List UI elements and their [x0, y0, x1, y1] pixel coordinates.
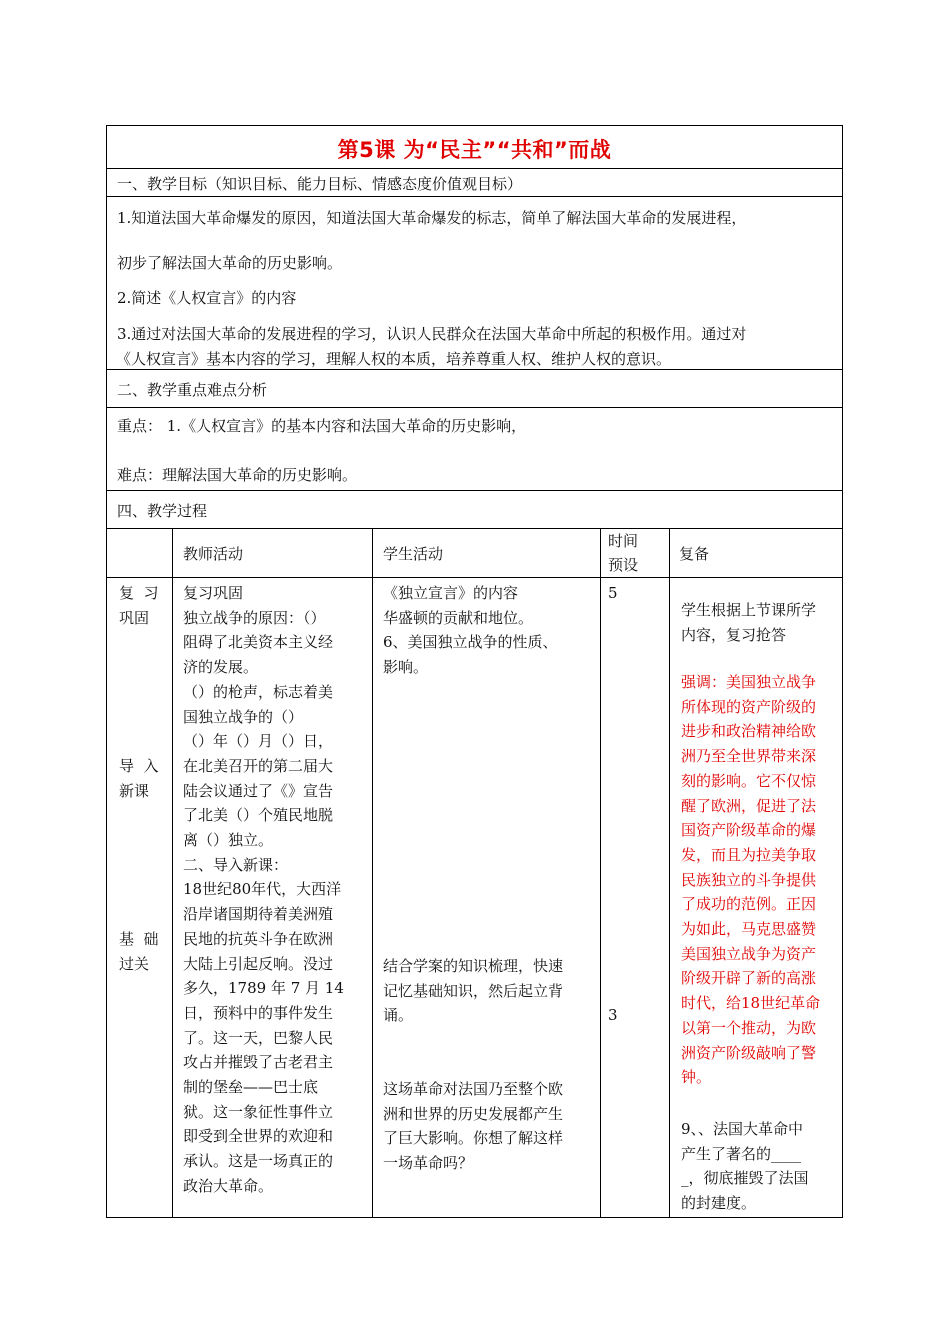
review-emphasis-line: 所体现的资产阶级的 [681, 697, 817, 716]
section-objectives-label: 一、教学目标（知识目标、能力目标、情感态度价值观目标） [117, 175, 523, 193]
teacher-activity-line: 政治大革命。 [183, 1176, 274, 1195]
stage-label: 新课 [119, 782, 150, 800]
stage-label: 复 习 [119, 584, 159, 602]
review-emphasis-line: 醒了欧洲，促进了法 [681, 796, 817, 815]
header-teacher-activity: 教师活动 [183, 545, 244, 563]
review-emphasis-line: 国资产阶级革命的爆 [681, 821, 817, 840]
stage-label: 基 础 [119, 930, 159, 948]
lesson-title: 第5课 为“民主”“共和”而战 [337, 138, 612, 162]
review-emphasis-line: 以第一个推动，为欧 [681, 1018, 817, 1037]
header-review: 复备 [679, 545, 710, 563]
teacher-activity-line: 独立战争的原因：（） [183, 608, 326, 627]
time-value: 3 [608, 1006, 618, 1024]
teacher-activity-line: 狱。这一象征性事件立 [183, 1102, 334, 1121]
review-line: 内容，复习抢答 [681, 625, 787, 644]
teacher-activity-line: 在北美召开的第二届大 [183, 756, 334, 775]
objective-line: 1.知道法国大革命爆发的原因，知道法国大革命爆发的标志，简单了解法国大革命的发展进程， [117, 209, 747, 227]
student-activity-basics [383, 954, 601, 1028]
stage-label: 巩固 [119, 609, 150, 627]
stage-label: 过关 [119, 955, 150, 973]
student-activity-line: 诵。 [383, 1006, 414, 1025]
objectives-content [106, 197, 843, 370]
teacher-activity-line: 二、导入新课： [183, 855, 289, 874]
student-activity-line: 影响。 [383, 658, 429, 677]
header-time-1: 时间 [608, 532, 639, 550]
teacher-activity-line: 了北美（）个殖民地脱 [183, 806, 334, 825]
review-question [681, 1117, 837, 1216]
section-keypoints-header [106, 370, 843, 408]
student-activity-line: 记忆基础知识，然后起立背 [383, 981, 564, 1000]
section-objectives-header [106, 169, 843, 197]
review-emphasis-line: 进步和政治精神给欧 [681, 722, 817, 741]
review-emphasis-line: 民族独立的斗争提供 [681, 870, 817, 889]
review-emphasis-line: 阶级开辟了新的高涨 [681, 969, 817, 988]
header-divider [107, 577, 842, 578]
title-row [106, 125, 843, 169]
review-emphasis-line: 洲乃至全世界带来深 [681, 747, 817, 766]
review-emphasis-line: 了成功的范例。正因 [681, 895, 817, 914]
review-emphasis [681, 670, 837, 1090]
section-process-header [106, 491, 843, 529]
column-divider [172, 529, 173, 1217]
teacher-activity-line: 民地的抗英斗争在欧洲 [183, 929, 334, 948]
review-emphasis-line: 刻的影响。它不仅惊 [681, 771, 817, 790]
student-activity-line: 这场革命对法国乃至整个欧 [383, 1080, 564, 1098]
review-emphasis-line: 钟。 [681, 1068, 712, 1087]
review-note [681, 598, 837, 647]
teacher-activity-line: 陆会议通过了《》宣告 [183, 781, 334, 800]
student-activity-line: 了巨大影响。你想了解这样 [383, 1129, 564, 1148]
teacher-activity-line: 济的发展。 [183, 658, 259, 677]
student-activity-line: 《独立宣言》的内容 [383, 584, 519, 602]
teacher-activity-line: （）的枪声，标志着美 [183, 682, 334, 701]
time-value: 5 [608, 584, 618, 602]
review-line: _，彻底摧毁了法国 [681, 1169, 809, 1188]
header-time-2: 预设 [608, 556, 639, 574]
teacher-activity-line: 沿岸诸国期待着美洲殖 [183, 905, 334, 924]
teacher-activity-line: 了。这一天，巴黎人民 [183, 1028, 334, 1047]
objective-line: 3.通过对法国大革命的发展进程的学习，认识人民群众在法国大革命中所起的积极作用。通过对 [117, 325, 747, 343]
section-keypoints-label: 二、教学重点难点分析 [117, 381, 268, 399]
keypoint-line: 难点：理解法国大革命的历史影响。 [117, 466, 358, 484]
teacher-activity-line: 阻碍了北美资本主义经 [183, 633, 334, 652]
teacher-activity-line: 国独立战争的（） [183, 707, 304, 726]
process-table [106, 529, 843, 1218]
teacher-activity-line: 即受到全世界的欢迎和 [183, 1127, 334, 1146]
teacher-activity-line: 离（）独立。 [183, 831, 274, 850]
teacher-activity-line: 承认。这是一场真正的 [183, 1152, 334, 1171]
review-emphasis-line: 美国独立战争为资产 [681, 944, 817, 963]
teacher-activity-line: 大陆上引起反响。没过 [183, 954, 334, 973]
student-activity-line: 华盛顿的贡献和地位。 [383, 608, 534, 627]
student-activity-intro [383, 1077, 601, 1176]
review-line: 9、、法国大革命中 [681, 1120, 804, 1138]
review-emphasis-line: 为如此，马克思盛赞 [681, 920, 817, 939]
teacher-activity-line: 制的堡垒——巴士底 [183, 1078, 319, 1097]
review-emphasis-line: 强调：美国独立战争 [681, 673, 817, 691]
review-line: 学生根据上节课所学 [681, 601, 817, 619]
student-activity-line: 洲和世界的历史发展都产生 [383, 1104, 564, 1123]
teacher-activity-line: 多久，1789 年 7 月 14 [183, 979, 344, 998]
column-divider [372, 529, 373, 1217]
keypoint-line: 重点： 1.《人权宣言》的基本内容和法国大革命的历史影响， [117, 417, 527, 435]
review-emphasis-line: 时代，给18世纪革命 [681, 994, 821, 1013]
header-student-activity: 学生活动 [383, 545, 444, 563]
objective-line: 2.简述《人权宣言》的内容 [117, 289, 297, 307]
review-line: 的封建度。 [681, 1194, 757, 1213]
student-activity-review [383, 581, 601, 680]
teacher-activity-line: 复习巩固 [183, 584, 244, 602]
stage-label: 导 入 [119, 757, 159, 775]
objective-line: 初步了解法国大革命的历史影响。 [117, 254, 343, 272]
teacher-activity-line: （）年（）月（）日， [183, 732, 334, 751]
column-divider [669, 529, 670, 1217]
teacher-activity-line: 日，预料中的事件发生 [183, 1003, 334, 1022]
teacher-activity-line: 攻占并摧毁了古老君主 [183, 1053, 334, 1072]
review-line: 产生了著名的____ [681, 1144, 802, 1163]
student-activity-line: 6、美国独立战争的性质、 [383, 633, 558, 652]
review-emphasis-line: 发，而且为拉美争取 [681, 845, 817, 864]
section-process-label: 四、教学过程 [117, 502, 208, 520]
teacher-activity-content [183, 581, 363, 1199]
review-emphasis-line: 洲资产阶级敲响了警 [681, 1043, 817, 1062]
student-activity-line: 一场革命吗？ [383, 1154, 474, 1173]
objective-line: 《人权宣言》基本内容的学习，理解人权的本质，培养尊重人权、维护人权的意识。 [116, 350, 672, 368]
student-activity-line: 结合学案的知识梳理，快速 [383, 957, 564, 975]
keypoints-content [106, 408, 843, 491]
teacher-activity-line: 18世纪80年代，大西洋 [183, 880, 342, 899]
